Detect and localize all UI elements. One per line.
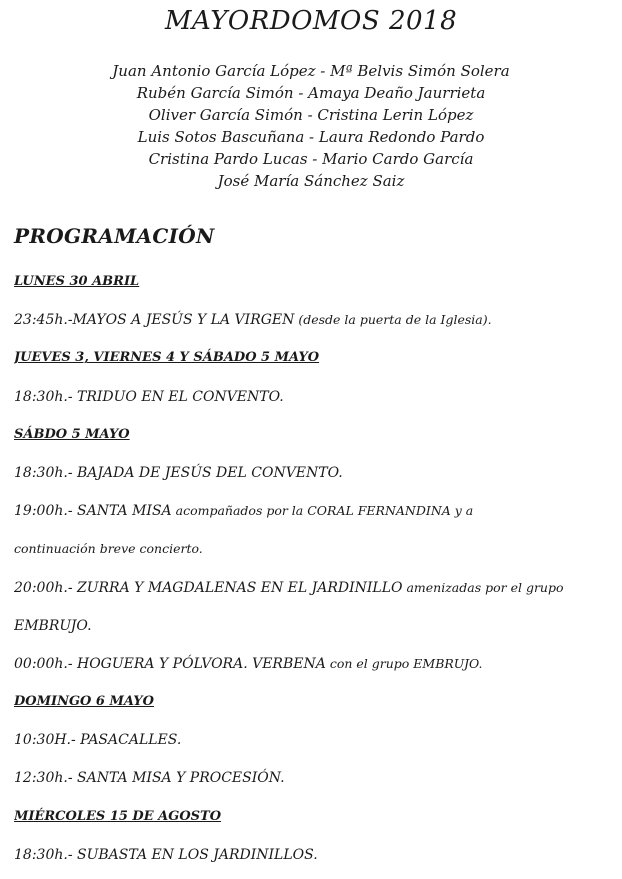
program-list bbox=[14, 268, 614, 879]
event-main: EMBRUJO. bbox=[14, 617, 92, 634]
event-extra: continuación breve concierto. bbox=[14, 541, 203, 557]
program-event bbox=[14, 459, 614, 497]
program-event bbox=[14, 497, 614, 535]
names-line: Luis Sotos Bascuñana - Laura Redondo Pardo bbox=[137, 128, 485, 146]
names-line: Oliver García Simón - Cristina Lerin López bbox=[148, 106, 474, 124]
day-heading: JUEVES 3, VIERNES 4 Y SÁBADO 5 MAYO bbox=[14, 350, 320, 366]
day-heading: LUNES 30 ABRIL bbox=[14, 274, 140, 289]
names-line: Juan Antonio García López - Mª Belvis Simón Solera bbox=[112, 62, 510, 80]
event-main: 20:00h.- ZURRA Y MAGDALENAS EN EL JARDINILLO bbox=[14, 579, 403, 596]
names-line: Cristina Pardo Lucas - Mario Cardo García bbox=[148, 150, 474, 168]
event-main: 18:30h.- BAJADA DE JESÚS DEL CONVENTO. bbox=[14, 464, 343, 481]
names-line: Rubén García Simón - Amaya Deaño Jaurrieta bbox=[136, 84, 486, 102]
names-line: José María Sánchez Saiz bbox=[217, 172, 405, 190]
event-extra: con el grupo EMBRUJO. bbox=[325, 655, 483, 671]
event-extra: (desde la puerta de la Iglesia). bbox=[294, 312, 492, 328]
day-heading: DOMINGO 6 MAYO bbox=[14, 694, 154, 710]
program-heading: PROGRAMACIÓN bbox=[14, 224, 215, 248]
program-event bbox=[14, 574, 614, 612]
mayordomos-names bbox=[0, 60, 622, 192]
event-main: 18:30h.- SUBASTA EN LOS JARDINILLOS. bbox=[14, 846, 318, 863]
day-heading: MIÉRCOLES 15 DE AGOSTO bbox=[14, 808, 222, 824]
program-event bbox=[14, 535, 614, 573]
event-main: 10:30H.- PASACALLES. bbox=[14, 732, 182, 749]
program-event bbox=[14, 612, 614, 650]
program-event bbox=[14, 383, 614, 421]
event-main: 23:45h.-MAYOS A JESÚS Y LA VIRGEN bbox=[14, 312, 295, 329]
event-main: 19:00h.- SANTA MISA bbox=[14, 503, 172, 520]
document-title: MAYORDOMOS 2018 bbox=[164, 6, 458, 36]
program-event bbox=[14, 764, 614, 802]
event-extra: acompañados por la CORAL FERNANDINA y a bbox=[171, 503, 474, 519]
program-event bbox=[14, 650, 614, 688]
day-heading: SÁBDO 5 MAYO bbox=[14, 426, 130, 442]
program-event bbox=[14, 726, 614, 764]
program-event bbox=[14, 841, 614, 879]
event-main: 00:00h.- HOGUERA Y PÓLVORA. VERBENA bbox=[14, 655, 326, 672]
event-extra: amenizadas por el grupo bbox=[402, 579, 564, 595]
program-event bbox=[14, 306, 614, 344]
event-main: 12:30h.- SANTA MISA Y PROCESIÓN. bbox=[14, 770, 285, 787]
event-main: 18:30h.- TRIDUO EN EL CONVENTO. bbox=[14, 388, 284, 405]
